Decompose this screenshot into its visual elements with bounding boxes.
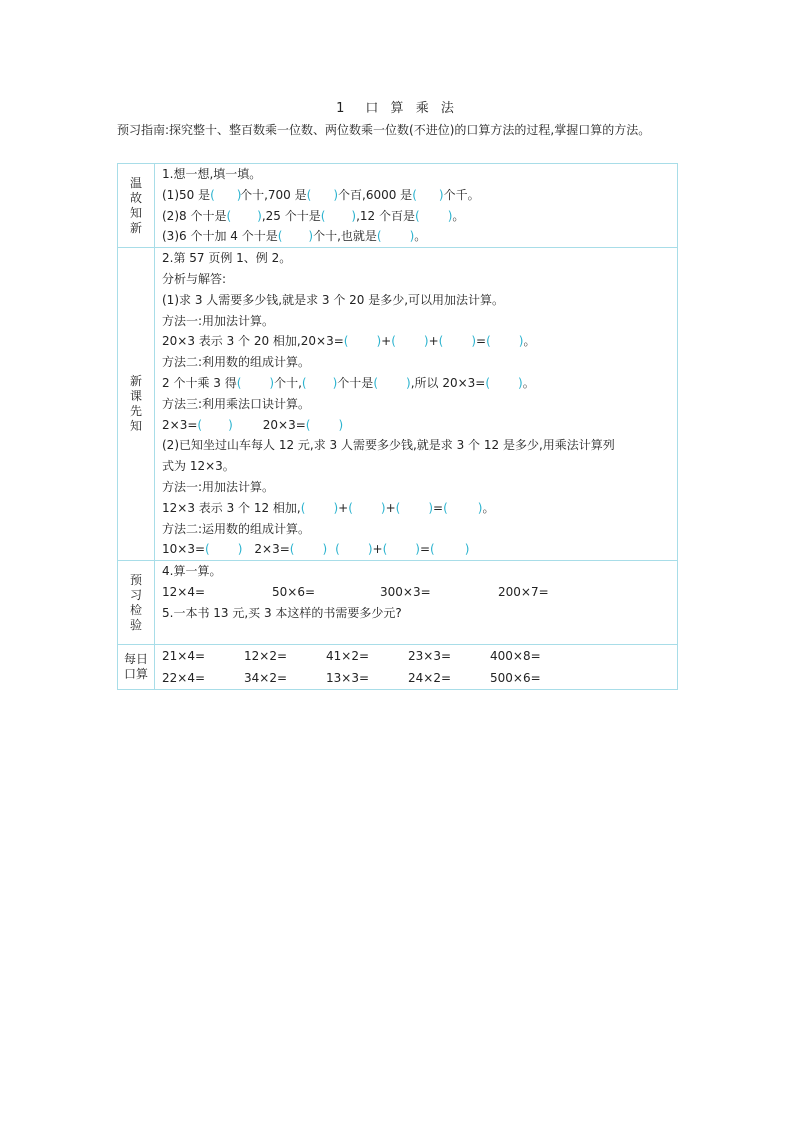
daily-item: 34×2= (244, 671, 288, 686)
equation-2: 2 个十乘 3 得( )个十,( )个十是( ),所以 20×3=( )。 (162, 375, 535, 390)
answer-blank[interactable]: ( ) (277, 229, 314, 244)
check-question-5: 5.一本书 13 元,买 3 本这样的书需要多少元? (162, 605, 402, 620)
problem-item: 200×7= (498, 584, 549, 599)
method-3-label: 方法三:利用乘法口诀计算。 (162, 396, 311, 411)
method-1b-label: 方法一:用加法计算。 (162, 479, 275, 494)
equation-5: 10×3=( ) 2×3=( ) ( )+( )=( ) (162, 542, 470, 557)
answer-blank[interactable]: ( ) (210, 187, 242, 202)
answer-blank[interactable]: ( ) (300, 500, 339, 515)
review-line-1: (1)50 是( )个十,700 是( )个百,6000 是( )个千。 (162, 185, 677, 206)
daily-item: 22×4= (162, 671, 206, 686)
answer-blank[interactable]: ( ) (226, 208, 262, 223)
answer-blank[interactable]: ( ) (376, 229, 415, 244)
analysis-label: 分析与解答: (162, 271, 227, 286)
answer-blank[interactable]: ( ) (205, 542, 243, 557)
page-title: 1 口 算 乘 法 (336, 101, 458, 116)
daily-item: 21×4= (162, 649, 206, 664)
answer-blank[interactable]: ( ) (305, 417, 344, 432)
check-heading: 4.算一算。 (162, 564, 222, 579)
section-review-label: 温 故 知 新 (118, 164, 155, 248)
daily-item: 400×8= (490, 649, 541, 664)
method-2b-label: 方法二:运用数的组成计算。 (162, 521, 311, 536)
question-2-line-1: (2)已知坐过山车每人 12 元,求 3 人需要多少钱,就是求 3 个 12 是多少,用乘法计算列 (162, 438, 615, 453)
answer-blank[interactable]: ( ) (485, 375, 523, 390)
section-review (118, 164, 678, 248)
daily-item: 41×2= (326, 649, 370, 664)
answer-blank[interactable]: ( ) (197, 417, 233, 432)
review-heading: 1.想一想,填一填。 (162, 167, 262, 181)
answer-blank[interactable]: ( ) (236, 375, 275, 390)
section-check-content (155, 561, 678, 645)
section-daily (118, 645, 678, 690)
answer-blank[interactable]: ( ) (320, 208, 357, 223)
check-problems (162, 582, 677, 603)
answer-blank[interactable]: ( ) (430, 542, 470, 557)
problem-item: 300×3= (380, 584, 431, 599)
daily-item: 24×2= (408, 671, 452, 686)
answer-blank[interactable]: ( ) (415, 208, 453, 223)
answer-blank[interactable]: ( ) (486, 334, 524, 349)
preview-guide: 预习指南:探究整十、整百数乘一位数、两位数乘一位数(不进位)的口算方法的过程,掌握口算的方法。 (117, 123, 651, 137)
section-daily-label: 每日 口算 (118, 645, 155, 690)
worksheet-table (117, 163, 678, 690)
question-2-line-2: 式为 12×3。 (162, 459, 235, 474)
answer-blank[interactable]: ( ) (306, 187, 339, 202)
section-check-label: 预 习 检 验 (118, 561, 155, 645)
method-1-label: 方法一:用加法计算。 (162, 313, 275, 328)
section-new (118, 248, 678, 561)
answer-blank[interactable]: ( ) (301, 375, 338, 390)
answer-blank[interactable]: ( ) (289, 542, 328, 557)
daily-item: 500×6= (490, 671, 541, 686)
daily-row-1 (162, 645, 677, 667)
review-line-2: (2)8 个十是( ),25 个十是( ),12 个百是( )。 (162, 206, 677, 227)
answer-blank[interactable]: ( ) (395, 500, 434, 515)
daily-item: 23×3= (408, 649, 452, 664)
answer-blank[interactable]: ( ) (335, 542, 373, 557)
answer-blank[interactable]: ( ) (391, 334, 429, 349)
section-new-label: 新 课 先 知 (118, 248, 155, 561)
equation-1: 20×3 表示 3 个 20 相加,20×3=( )+( )+( )=( )。 (162, 334, 536, 349)
answer-space (162, 624, 677, 645)
answer-blank[interactable]: ( ) (438, 334, 477, 349)
section-new-content (155, 248, 678, 561)
answer-blank[interactable]: ( ) (343, 334, 382, 349)
review-line-3: (3)6 个十加 4 个十是( )个十,也就是( )。 (162, 226, 677, 247)
problem-item: 12×4= (162, 584, 206, 599)
section-check (118, 561, 678, 645)
equation-3: 2×3=( ) 20×3=( ) (162, 417, 344, 432)
new-heading: 2.第 57 页例 1、例 2。 (162, 251, 292, 266)
daily-item: 13×3= (326, 671, 370, 686)
section-review-content (155, 164, 678, 248)
daily-row-2 (162, 667, 677, 689)
answer-blank[interactable]: ( ) (412, 187, 444, 202)
method-2-label: 方法二:利用数的组成计算。 (162, 355, 311, 370)
daily-item: 12×2= (244, 649, 288, 664)
answer-blank[interactable]: ( ) (382, 542, 420, 557)
problem-item: 50×6= (272, 584, 316, 599)
answer-blank[interactable]: ( ) (373, 375, 411, 390)
equation-4: 12×3 表示 3 个 12 相加,( )+( )+( )=( )。 (162, 500, 495, 515)
section-daily-content (155, 645, 678, 690)
answer-blank[interactable]: ( ) (348, 500, 386, 515)
answer-blank[interactable]: ( ) (443, 500, 483, 515)
question-1: (1)求 3 人需要多少钱,就是求 3 个 20 是多少,可以用加法计算。 (162, 292, 505, 307)
